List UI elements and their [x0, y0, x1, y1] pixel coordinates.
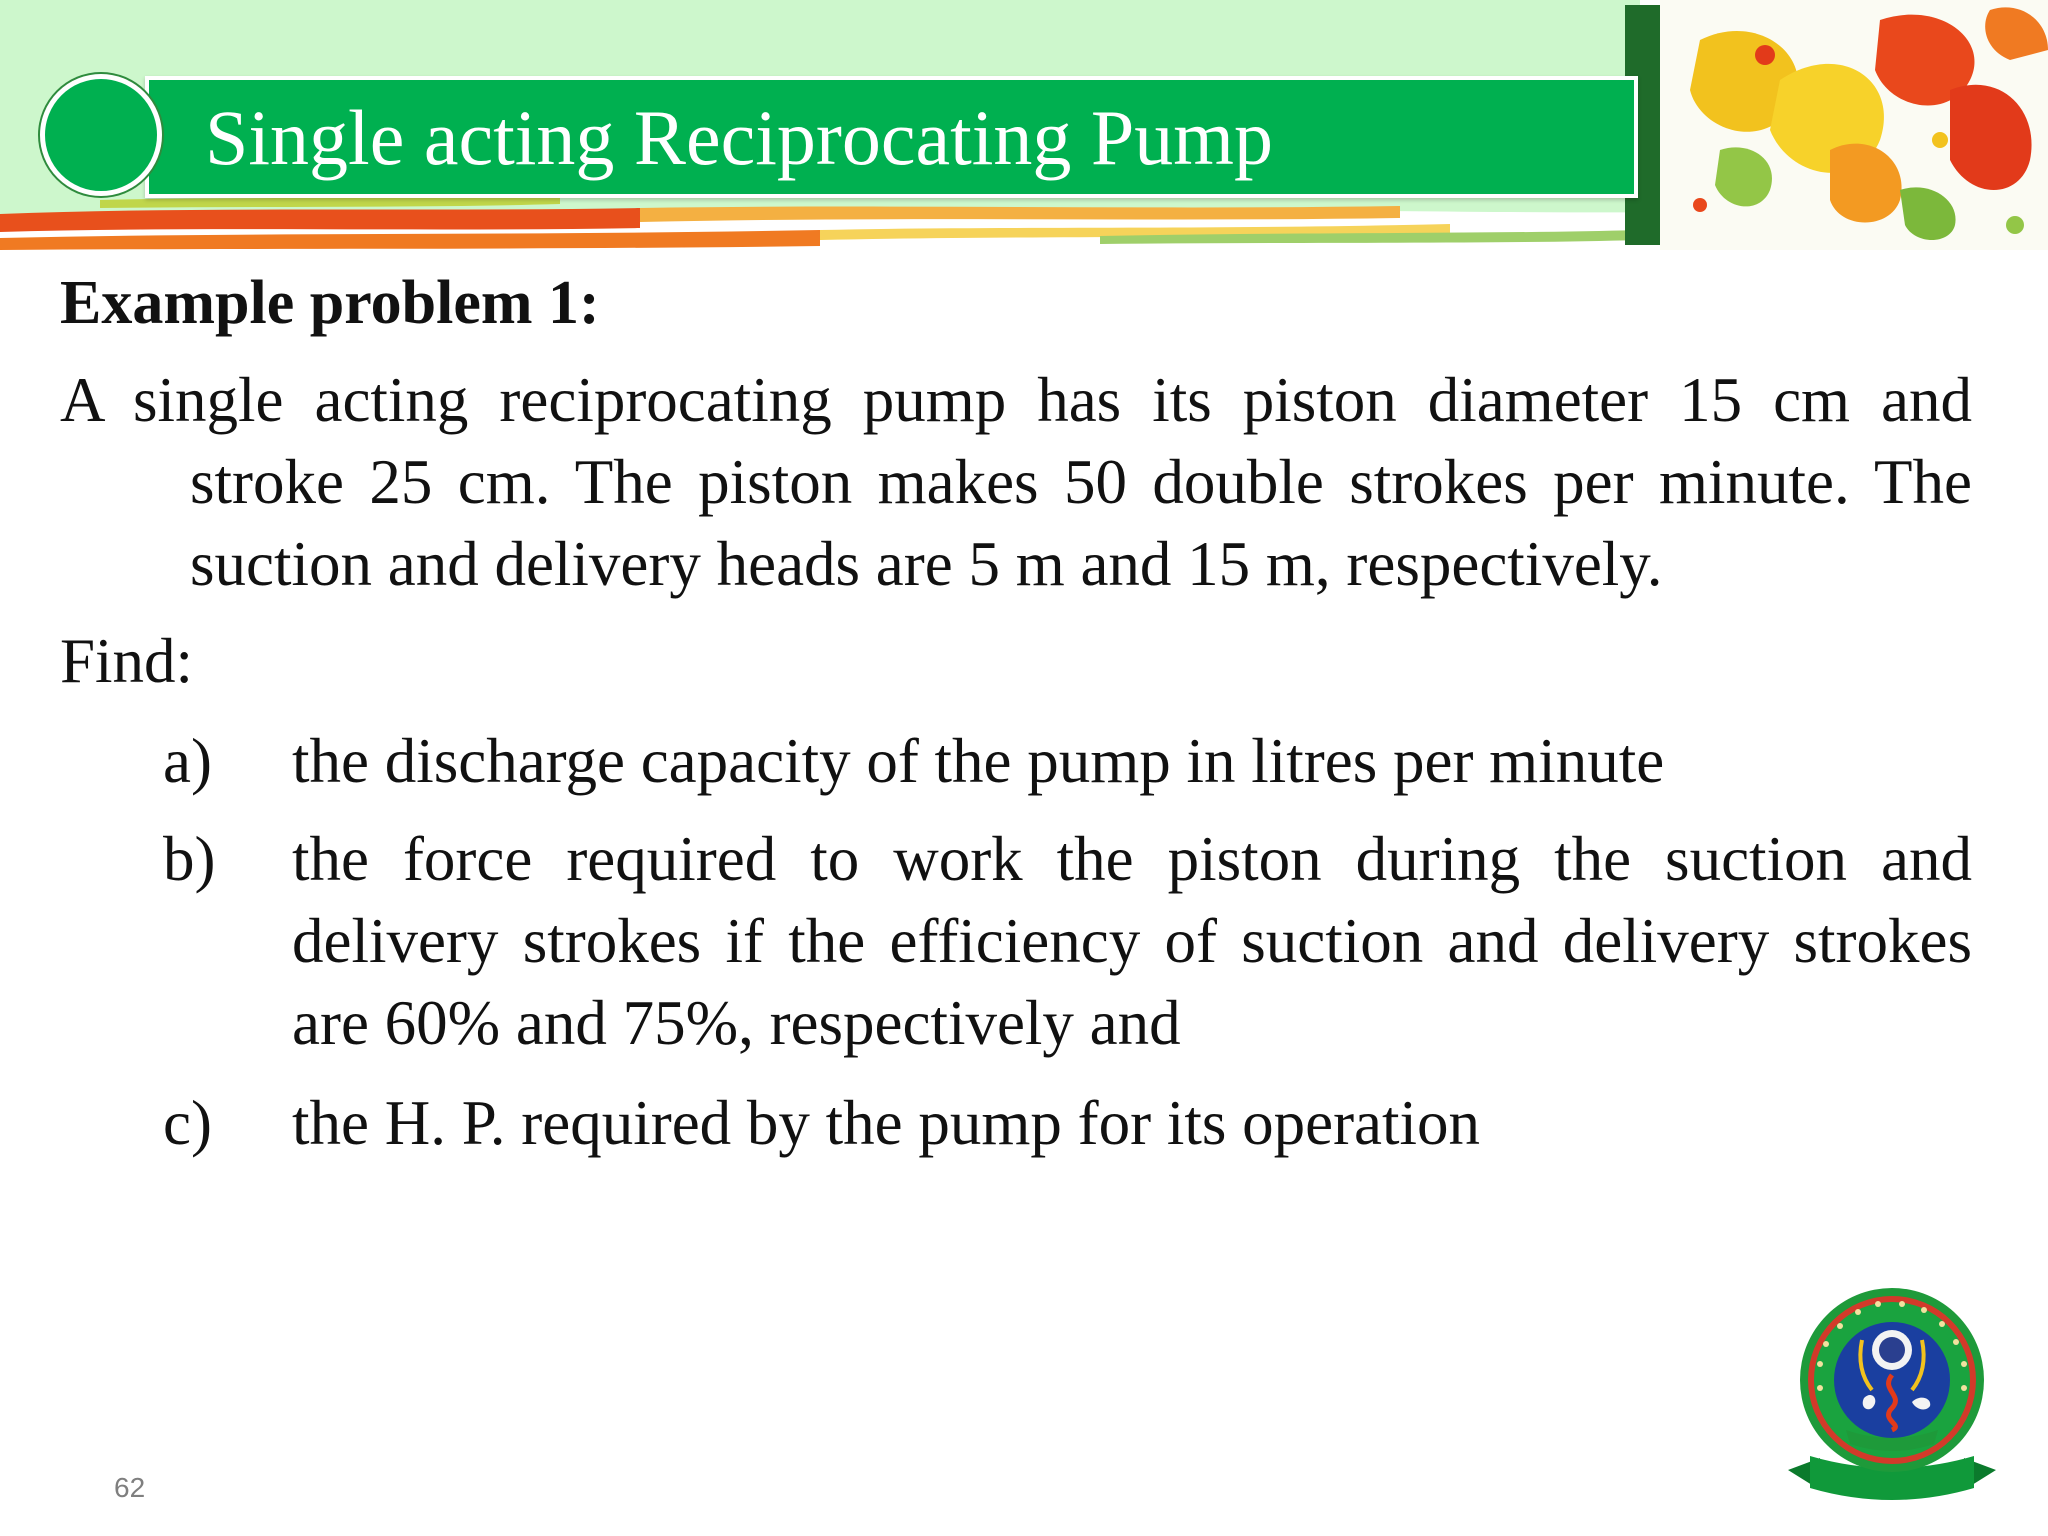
list-item-marker: b): [163, 824, 216, 894]
problem-heading: Example problem 1:: [60, 269, 600, 337]
find-label: Find:: [60, 626, 194, 696]
list-item: the discharge capacity of the pump in litres per minute: [292, 726, 1665, 796]
university-emblem-icon: [1780, 1280, 2004, 1516]
problem-statement: A single acting reciprocating pump has its piston diameter 15 cm and stroke 25 cm. The piston makes 50 double strokes per minute. The suction and delivery heads are 5 m and 15 m, respectively.: [60, 365, 1972, 599]
list-item: the force required to work the piston during the suction and delivery strokes if the efficiency of suction and delivery strokes are 60% and 75%, respectively and: [292, 824, 1972, 1058]
page-number: 62: [114, 1472, 146, 1503]
slide-title: Single acting Reciprocating Pump: [205, 94, 1273, 181]
list-item-marker: a): [163, 726, 212, 796]
title-circle-ornament: [40, 74, 162, 196]
list-item-marker: c): [163, 1088, 212, 1158]
list-item: the H. P. required by the pump for its operation: [292, 1088, 1481, 1158]
